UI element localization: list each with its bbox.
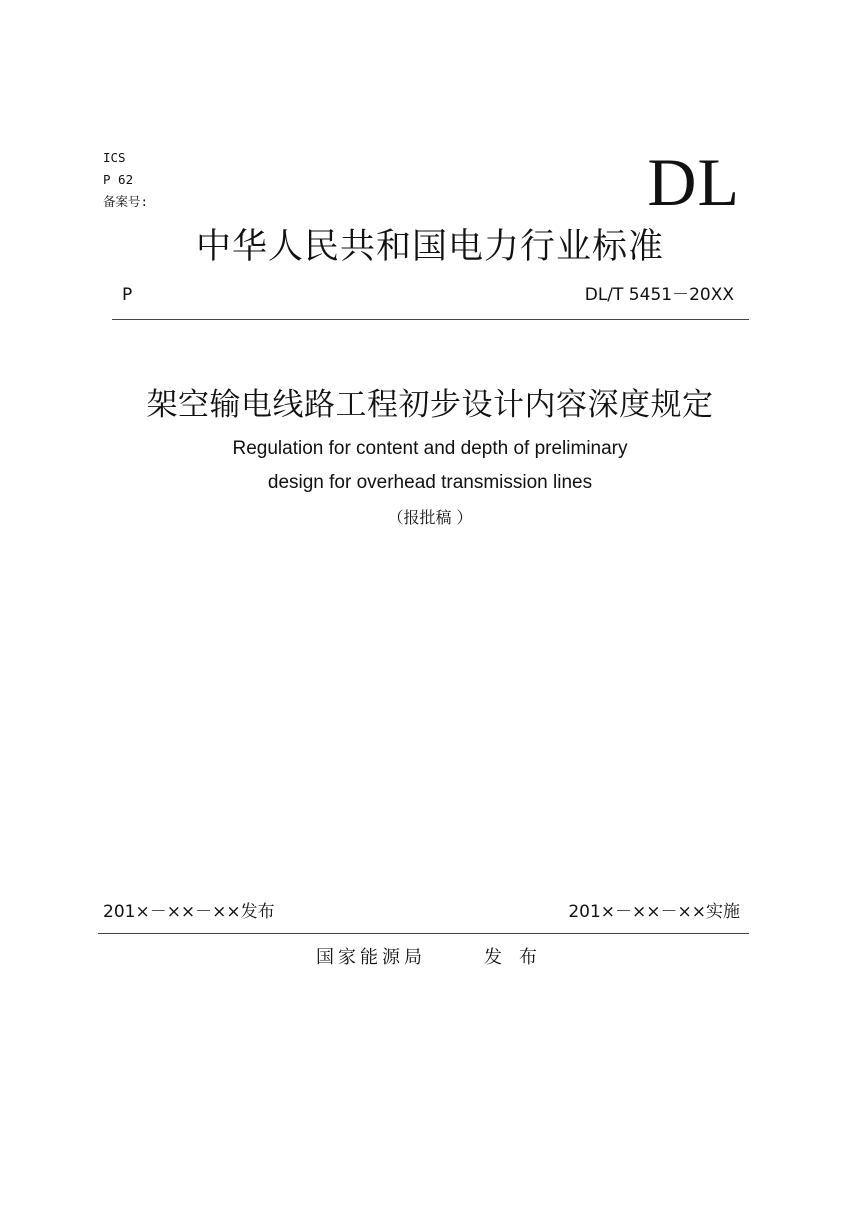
classification-code: P — [122, 285, 133, 305]
footer-divider — [98, 933, 749, 934]
header-divider — [112, 319, 749, 320]
publish-date: 201×－××－××发布 — [103, 902, 275, 922]
document-title-cn: 架空输电线路工程初步设计内容深度规定 — [146, 387, 714, 423]
dl-logo: DL — [647, 144, 740, 220]
document-title-en-line-2: design for overhead transmission lines — [267, 472, 593, 493]
draft-status: （报批稿 ） — [387, 508, 473, 527]
issuing-authority: 国家能源局 — [316, 947, 426, 968]
industry-standard-title: 中华人民共和国电力行业标准 — [195, 227, 664, 267]
effective-date: 201×－××－××实施 — [568, 902, 740, 922]
record-number-label: 备案号: — [103, 194, 149, 209]
ics-label: ICS — [103, 150, 126, 165]
ccs-code: P 62 — [103, 172, 134, 187]
document-title-en-line-1: Regulation for content and depth of preliminary — [232, 438, 628, 459]
standard-number: DL/T 5451－20XX — [584, 285, 734, 305]
issue-label: 发布 — [484, 947, 554, 968]
